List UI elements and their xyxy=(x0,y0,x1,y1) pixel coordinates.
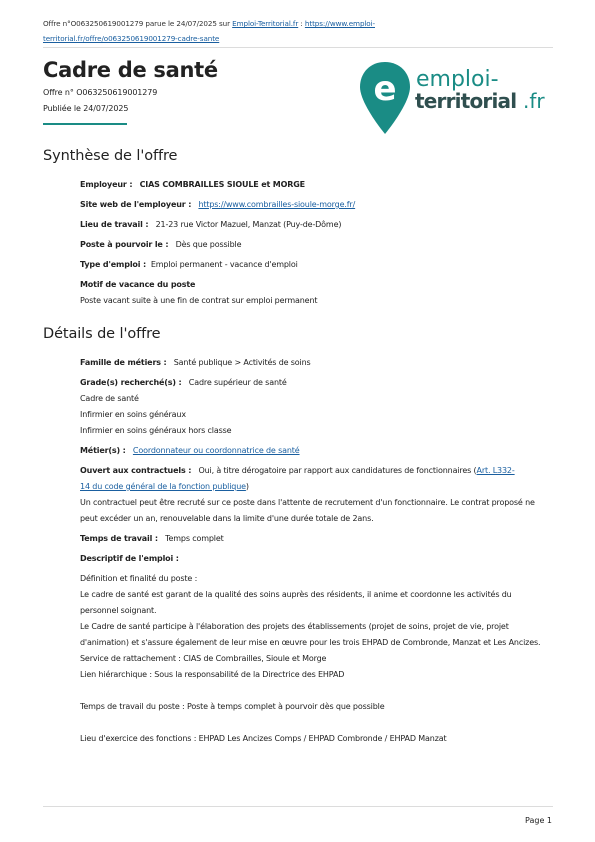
work-time: Temps complet xyxy=(165,534,224,543)
svg-text:territorial: territorial xyxy=(415,89,517,113)
details-block: Famille de métiers : Santé publique > Activités de soins Grade(s) recherché(s) : Cadre supérieur de santé Cadre de santé Infirmier en soins généraux Infirmier en soins généraux hors classe Métier(s) : Coordonnateur ou coordonnatrice de santé Ouvert aux contractuels : Oui, à titre dérogatoire par rapport aux candidatures de fonctionnaires (Art. L332- 14 du code général de la fonction publique) Un contractuel peut être recruté sur ce poste dans l'attente de recrutement d'un fonctionnaire. Le contrat proposé ne peut excéder un an, renouvelable dans la limite d'une durée totale de 2ans. Temps de travail : Temps complet Descriptif de l'emploi : Définition et finalité du poste : Le cadre de santé est garant de la qualité des soins auprès des résidents, il anime et coordonne les activités du personnel soignant. Le Cadre de santé participe à l'élaboration des projets des établissements (projet de soins, projet de vie, projet d'animation) et s'assure également de leur mise en œuvre pour les trois EHPAD de Combronde, Manzat et Les Ancizes. Service de rattachement : CIAS de Combrailles, Sioule et Morge Lien hiérarchique : Sous la responsabilité de la Directrice des EHPAD Temps de travail du poste : Poste à temps complet à pourvoir dès que possible Lieu d'exercice des fonctions : EHPAD Les Ancizes Comps / EHPAD Combronde / EHPAD Manzat xyxy=(80,355,550,747)
law-article-link[interactable]: Art. L332- xyxy=(476,466,515,475)
details-heading: Détails de l'offre xyxy=(43,326,161,342)
employer-name: CIAS COMBRAILLES SIOULE et MORGE xyxy=(139,180,306,189)
svg-text:.fr: .fr xyxy=(523,89,545,113)
law-article-link-cont[interactable]: 14 du code général de la fonction publique xyxy=(80,482,246,491)
description-line: Définition et finalité du poste : xyxy=(80,574,198,583)
description-line: Service de rattachement : CIAS de Combrailles, Sioule et Morge xyxy=(80,654,327,663)
offer-number: Offre n° O063250619001279 xyxy=(43,88,158,97)
grade-item: Cadre de santé xyxy=(80,394,139,403)
title-accent-bar xyxy=(43,123,127,125)
header-divider xyxy=(43,47,553,48)
page-title: Cadre de santé xyxy=(43,58,218,82)
contract-text: Un contractuel peut être recruté sur ce poste dans l'attente de recrutement d'un fonctionnaire. Le contrat proposé ne peut excéder un an, renouvelable dans la limite d'une durée totale de 2ans. xyxy=(80,498,535,523)
job-link[interactable]: Coordonnateur ou coordonnatrice de santé xyxy=(132,446,300,455)
work-places: Lieu d'exercice des fonctions : EHPAD Les Ancizes Comps / EHPAD Combronde / EHPAD Manzat xyxy=(80,734,447,743)
employer-website-link[interactable]: https://www.combrailles-sioule-morge.fr/ xyxy=(198,200,356,209)
work-location: 21-23 rue Victor Mazuel, Manzat (Puy-de-Dôme) xyxy=(155,220,342,229)
start-date: Dès que possible xyxy=(175,240,242,249)
synthese-block: Employeur : CIAS COMBRAILLES SIOULE et MORGE Site web de l'employeur : https://www.combrailles-sioule-morge.fr/ Lieu de travail : 21-23 rue Victor Mazuel, Manzat (Puy-de-Dôme) Poste à pourvoir le : Dès que possible Type d'emploi : Emploi permanent - vacance d'emploi Motif de vacance du poste Poste vacant suite à une fin de contrat sur emploi permanent xyxy=(80,177,550,309)
grade-item: Infirmier en soins généraux xyxy=(80,410,186,419)
description-line: Le cadre de santé est garant de la qualité des soins auprès des résidents, il anime et coordonne les activités du personnel soignant. xyxy=(80,590,512,615)
page-number: Page 1 xyxy=(525,816,552,825)
grade-item: Infirmier en soins généraux hors classe xyxy=(80,426,232,435)
grade-item: Cadre supérieur de santé xyxy=(188,378,287,387)
emploi-territorial-logo xyxy=(358,60,558,138)
job-type: Emploi permanent - vacance d'emploi xyxy=(150,260,298,269)
publish-date: Publiée le 24/07/2025 xyxy=(43,104,129,113)
synthese-heading: Synthèse de l'offre xyxy=(43,148,178,164)
footer-divider xyxy=(43,806,553,807)
position-work-time: Temps de travail du poste : Poste à temps complet à pourvoir dès que possible xyxy=(80,702,385,711)
svg-text:emploi-: emploi- xyxy=(416,67,499,92)
description-line: Le Cadre de santé participe à l'élaboration des projets des établissements (projet de soins, projet de vie, projet d'animation) et s'assure également de leur mise en œuvre pour les trois EHPAD de Combronde, Manzat et Les Ancizes. xyxy=(80,622,541,647)
site-link[interactable]: Emploi-Territorial.fr xyxy=(232,19,299,28)
svg-text:e: e xyxy=(373,69,397,109)
map-pin-icon xyxy=(360,62,410,134)
description-line: Lien hiérarchique : Sous la responsabilité de la Directrice des EHPAD xyxy=(80,670,345,679)
job-family: Santé publique > Activités de soins xyxy=(173,358,311,367)
offer-source-line: Offre n°O063250619001279 parue le 24/07/2025 sur Emploi-Territorial.fr : https://www.emploi- territorial.fr/offre/o063250619001279-cadre-sante xyxy=(43,19,375,43)
vacancy-reason: Poste vacant suite à une fin de contrat sur emploi permanent xyxy=(80,296,318,305)
offer-url-link[interactable]: https://www.emploi- xyxy=(304,19,375,28)
offer-url-link-cont[interactable]: territorial.fr/offre/o063250619001279-cadre-sante xyxy=(43,34,220,43)
